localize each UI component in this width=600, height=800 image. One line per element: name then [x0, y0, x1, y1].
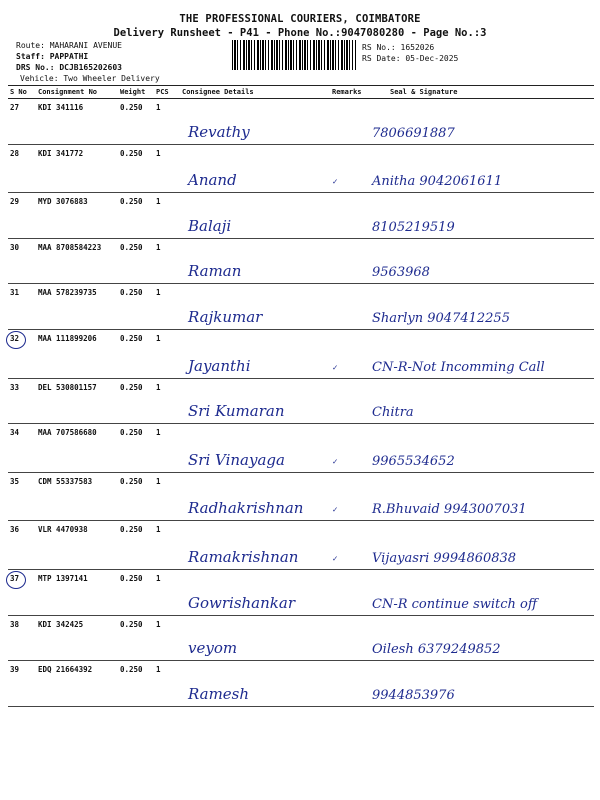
remarks-cell — [330, 284, 370, 330]
vehicle-text: Vehicle: Two Wheeler Delivery — [20, 74, 160, 83]
checkmark-icon: ✓ — [332, 362, 339, 372]
consignment-cell: DEL 530801157 — [36, 378, 118, 424]
pcs-cell: 1 — [154, 521, 180, 570]
weight-cell: 0.250 — [118, 99, 154, 145]
sno-cell — [8, 144, 36, 193]
sno-text: 37 — [10, 573, 20, 583]
checkmark-icon: ✓ — [332, 505, 339, 515]
table-row — [8, 472, 594, 521]
sno-text: 30 — [10, 242, 20, 252]
remarks-cell — [330, 378, 370, 424]
remarks-cell — [330, 238, 370, 284]
col-pcs: PCS — [154, 86, 180, 99]
consignee-cell: Rajkumar — [180, 284, 330, 330]
staff-text: Staff: PAPPATHI — [16, 52, 89, 61]
consignment-cell: MAA 111899206 — [36, 329, 118, 378]
sno-text: 34 — [10, 428, 20, 438]
consignment-cell: KDI 341772 — [36, 144, 118, 193]
pcs-cell: 1 — [154, 284, 180, 330]
sno-cell — [8, 193, 36, 239]
col-seal: Seal & Signature — [370, 86, 594, 99]
weight-cell: 0.250 — [118, 193, 154, 239]
table-row — [8, 569, 594, 615]
sno-text: 32 — [10, 333, 20, 343]
pcs-cell: 1 — [154, 238, 180, 284]
sno-cell — [8, 378, 36, 424]
signature-cell: Vijayasri 9994860838 — [370, 521, 594, 570]
pcs-cell: 1 — [154, 193, 180, 239]
runsheet-table — [8, 85, 594, 707]
sno-text: 29 — [10, 197, 20, 207]
consignee-cell: Revathy — [180, 99, 330, 145]
signature-cell: R.Bhuvaid 9943007031 — [370, 472, 594, 521]
consignee-cell: Radhakrishnan — [180, 472, 330, 521]
col-consignee: Consignee Details — [180, 86, 330, 99]
pcs-cell: 1 — [154, 99, 180, 145]
drs-text: DRS No.: DCJB165202603 — [16, 63, 122, 72]
pcs-cell: 1 — [154, 329, 180, 378]
circle-mark — [6, 571, 26, 589]
sno-cell — [8, 521, 36, 570]
signature-cell: 9944853976 — [370, 661, 594, 707]
consignee-cell: Gowrishankar — [180, 569, 330, 615]
checkmark-icon: ✓ — [332, 177, 339, 187]
table-row — [8, 615, 594, 661]
table-row — [8, 424, 594, 473]
sno-text: 36 — [10, 525, 20, 535]
remarks-cell — [330, 193, 370, 239]
remarks-cell — [330, 329, 370, 378]
weight-cell: 0.250 — [118, 615, 154, 661]
sno-text: 27 — [10, 103, 20, 112]
remarks-cell — [330, 99, 370, 145]
col-consignment: Consignment No — [36, 86, 118, 99]
meta-left — [16, 40, 160, 84]
pcs-cell: 1 — [154, 661, 180, 707]
table-row — [8, 238, 594, 284]
consignment-cell: MAA 707586680 — [36, 424, 118, 473]
consignee-cell: Ramakrishnan — [180, 521, 330, 570]
signature-cell: CN-R-Not Incomming Call — [370, 329, 594, 378]
table-row — [8, 99, 594, 145]
consignee-cell: Balaji — [180, 193, 330, 239]
col-remarks: Remarks — [330, 86, 370, 99]
remarks-cell — [330, 472, 370, 521]
sno-text: 33 — [10, 382, 20, 392]
sno-text: 39 — [10, 665, 20, 675]
checkmark-icon: ✓ — [332, 553, 339, 563]
weight-cell: 0.250 — [118, 424, 154, 473]
consignment-cell: CDM 55337583 — [36, 472, 118, 521]
weight-cell: 0.250 — [118, 238, 154, 284]
consignment-cell: EDQ 21664392 — [36, 661, 118, 707]
remarks-cell — [330, 521, 370, 570]
signature-cell: Anitha 9042061611 — [370, 144, 594, 193]
sno-text: 38 — [10, 619, 20, 629]
consignee-cell: Sri Kumaran — [180, 378, 330, 424]
remarks-cell — [330, 569, 370, 615]
barcode-image — [232, 40, 356, 70]
weight-cell: 0.250 — [118, 144, 154, 193]
pcs-cell: 1 — [154, 569, 180, 615]
runsheet-subtitle: Delivery Runsheet - P41 - Phone No.:9047080280 - Page No.:3 — [113, 27, 487, 39]
pcs-cell: 1 — [154, 472, 180, 521]
pcs-cell: 1 — [154, 615, 180, 661]
consignee-cell: Anand — [180, 144, 330, 193]
signature-cell: Sharlyn 9047412255 — [370, 284, 594, 330]
pcs-cell: 1 — [154, 378, 180, 424]
sno-cell — [8, 99, 36, 145]
weight-cell: 0.250 — [118, 329, 154, 378]
signature-cell: Chitra — [370, 378, 594, 424]
consignee-cell: Jayanthi — [180, 329, 330, 378]
pcs-cell: 1 — [154, 424, 180, 473]
sno-cell — [8, 615, 36, 661]
remarks-cell — [330, 661, 370, 707]
consignment-cell: MAA 8708584223 — [36, 238, 118, 284]
weight-cell: 0.250 — [118, 661, 154, 707]
pcs-cell: 1 — [154, 144, 180, 193]
rs-date-text: RS Date: 05-Dec-2025 — [362, 54, 459, 63]
consignment-cell: KDI 341116 — [36, 99, 118, 145]
sno-cell — [8, 569, 36, 615]
remarks-cell — [330, 615, 370, 661]
table-row — [8, 521, 594, 570]
col-weight: Weight — [118, 86, 154, 99]
consignment-cell: MYD 3076883 — [36, 193, 118, 239]
signature-cell: 7806691887 — [370, 99, 594, 145]
consignee-cell: veyom — [180, 615, 330, 661]
col-sno: S No — [8, 86, 36, 99]
consignment-cell: VLR 4470938 — [36, 521, 118, 570]
circle-mark — [6, 331, 26, 349]
table-row — [8, 193, 594, 239]
remarks-cell — [330, 424, 370, 473]
signature-cell: 9563968 — [370, 238, 594, 284]
table-row — [8, 661, 594, 707]
consignment-cell: MTP 1397141 — [36, 569, 118, 615]
weight-cell: 0.250 — [118, 378, 154, 424]
table-row — [8, 329, 594, 378]
sno-cell — [8, 284, 36, 330]
weight-cell: 0.250 — [118, 521, 154, 570]
weight-cell: 0.250 — [118, 569, 154, 615]
table-row — [8, 144, 594, 193]
table-header-row — [8, 86, 594, 99]
signature-cell: 8105219519 — [370, 193, 594, 239]
page-title: THE PROFESSIONAL COURIERS, COIMBATORE — [179, 13, 421, 25]
sno-cell — [8, 424, 36, 473]
sno-cell — [8, 238, 36, 284]
signature-cell: Oilesh 6379249852 — [370, 615, 594, 661]
consignee-cell: Raman — [180, 238, 330, 284]
sno-cell — [8, 472, 36, 521]
signature-cell: 9965534652 — [370, 424, 594, 473]
checkmark-icon: ✓ — [332, 456, 339, 466]
consignee-cell: Sri Vinayaga — [180, 424, 330, 473]
rs-no-text: RS No.: 1652026 — [362, 43, 435, 52]
meta-right — [362, 42, 458, 64]
sno-cell — [8, 661, 36, 707]
sno-text: 31 — [10, 288, 20, 298]
weight-cell: 0.250 — [118, 284, 154, 330]
table-row — [8, 378, 594, 424]
consignment-cell: MAA 578239735 — [36, 284, 118, 330]
sno-text: 28 — [10, 148, 20, 158]
route-text: Route: MAHARANI AVENUE — [16, 41, 122, 50]
signature-cell: CN-R continue switch off — [370, 569, 594, 615]
sno-cell — [8, 329, 36, 378]
consignment-cell: KDI 342425 — [36, 615, 118, 661]
sno-text: 35 — [10, 476, 20, 486]
remarks-cell — [330, 144, 370, 193]
table-row — [8, 284, 594, 330]
weight-cell: 0.250 — [118, 472, 154, 521]
consignee-cell: Ramesh — [180, 661, 330, 707]
